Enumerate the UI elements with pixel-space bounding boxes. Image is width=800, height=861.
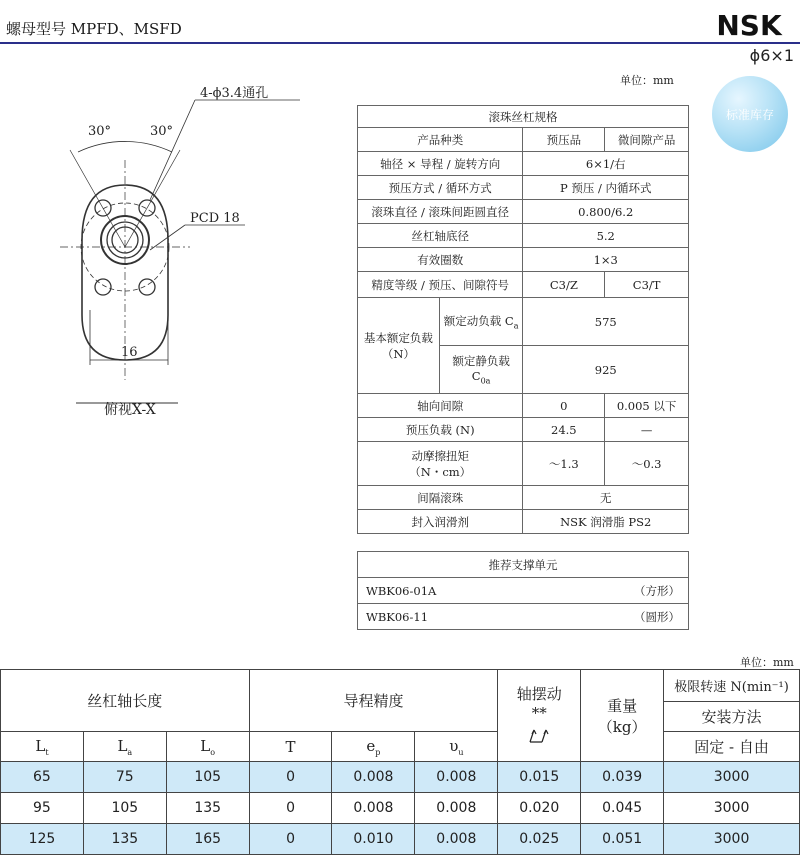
cell: C3/Z xyxy=(523,272,605,298)
cell: NSK 润滑脂 PS2 xyxy=(523,510,689,534)
cell: 0.005 以下 xyxy=(605,394,689,418)
cell: — xyxy=(605,418,689,442)
spec-tag: ϕ6×1 xyxy=(749,46,794,65)
cell: 封入润滑剂 xyxy=(358,510,523,534)
stat-label-cell: 额定静负载 $C_{0a}$ xyxy=(439,346,523,394)
table-row: 95 105 135 0 0.008 0.008 0.020 0.045 3000 xyxy=(1,793,800,824)
angle-right: 30° xyxy=(150,124,174,139)
header-weight: 重量 （kg） xyxy=(581,670,664,762)
sub-vu: $\upsilon_u$ xyxy=(415,732,498,762)
unit-label: 单位：mm xyxy=(620,74,674,87)
cell: 轴向间隙 xyxy=(358,394,523,418)
header-fixed: 固定 - 自由 xyxy=(664,732,800,762)
recommend-title: 推荐支撑单元 xyxy=(358,552,689,578)
svg-text:NSK: NSK xyxy=(716,9,782,42)
header-runout: 轴摆动 ** xyxy=(498,670,581,762)
cell: 0 xyxy=(523,394,605,418)
cell: 6×1/右 xyxy=(523,152,689,176)
cell: 预压方式 / 循环方式 xyxy=(358,176,523,200)
spec-table xyxy=(357,105,689,534)
cell: 微间隙产品 xyxy=(605,128,689,152)
load-label-cell: 基本额定负载 （N） xyxy=(358,298,440,394)
header-speed: 极限转速 N(min⁻¹) xyxy=(664,670,800,702)
cell: 预压品 xyxy=(523,128,605,152)
sub-ep: $e_p$ xyxy=(332,732,415,762)
recommend-model: WBK06-01A xyxy=(358,578,550,604)
length-table xyxy=(0,669,800,855)
cell: C3/T xyxy=(605,272,689,298)
cell: 925 xyxy=(523,346,689,394)
cell: 丝杠轴底径 xyxy=(358,224,523,248)
cell: 5.2 xyxy=(523,224,689,248)
cell: ～1.3 xyxy=(523,442,605,486)
recommend-model: WBK06-11 xyxy=(358,604,550,630)
hole-note: 4-ϕ3.4通孔 xyxy=(200,86,269,101)
recommend-table xyxy=(357,551,689,630)
dyn-label-cell: 额定动负载 $C_a$ xyxy=(439,298,523,346)
cell: 575 xyxy=(523,298,689,346)
table-row: 65 75 105 0 0.008 0.008 0.015 0.039 3000 xyxy=(1,762,800,793)
cell: 24.5 xyxy=(523,418,605,442)
cell: 轴径 × 导程 / 旋转方向 xyxy=(358,152,523,176)
pcd-label: PCD 18 xyxy=(190,211,240,226)
cell: 1×3 xyxy=(523,248,689,272)
cell: ～0.3 xyxy=(605,442,689,486)
cell: 精度等级 / 预压、间隙符号 xyxy=(358,272,523,298)
cell: 有效圈数 xyxy=(358,248,523,272)
unit-label-bottom: 单位：mm xyxy=(740,656,794,669)
header-length: 丝杠轴长度 xyxy=(1,670,250,732)
recommend-shape: （方形） xyxy=(550,578,689,604)
cell: 产品种类 xyxy=(358,128,523,152)
view-caption: 俯视X-X xyxy=(104,402,156,418)
cell: 无 xyxy=(523,486,689,510)
nsk-logo xyxy=(708,8,790,42)
header-divider xyxy=(0,42,800,44)
stock-badge: 标准库存 xyxy=(712,76,788,152)
width-label: 16 xyxy=(121,345,138,360)
torque-label-cell: 动摩擦扭矩 （N・cm） xyxy=(358,442,523,486)
cell: 0.800/6.2 xyxy=(523,200,689,224)
angle-left: 30° xyxy=(88,124,112,139)
cell: 间隔滚珠 xyxy=(358,486,523,510)
nut-drawing xyxy=(0,60,350,430)
table-row: 125 135 165 0 0.010 0.008 0.025 0.051 3000 xyxy=(1,824,800,855)
sub-t: T xyxy=(249,732,332,762)
header-lead: 导程精度 xyxy=(249,670,498,732)
cell: 预压负载 (N) xyxy=(358,418,523,442)
cell: 滚珠直径 / 滚珠间距圆直径 xyxy=(358,200,523,224)
recommend-shape: （圆形） xyxy=(550,604,689,630)
page-title: 螺母型号 MPFD、MSFD xyxy=(6,20,182,38)
header-mount: 安装方法 xyxy=(664,702,800,732)
cell: P 预压 / 内循环式 xyxy=(523,176,689,200)
sub-la: $L_a$ xyxy=(83,732,166,762)
runout-icon xyxy=(526,722,552,744)
spec-title: 滚珠丝杠规格 xyxy=(358,106,689,128)
sub-lo: $L_o$ xyxy=(166,732,249,762)
sub-lt: $L_t$ xyxy=(1,732,84,762)
